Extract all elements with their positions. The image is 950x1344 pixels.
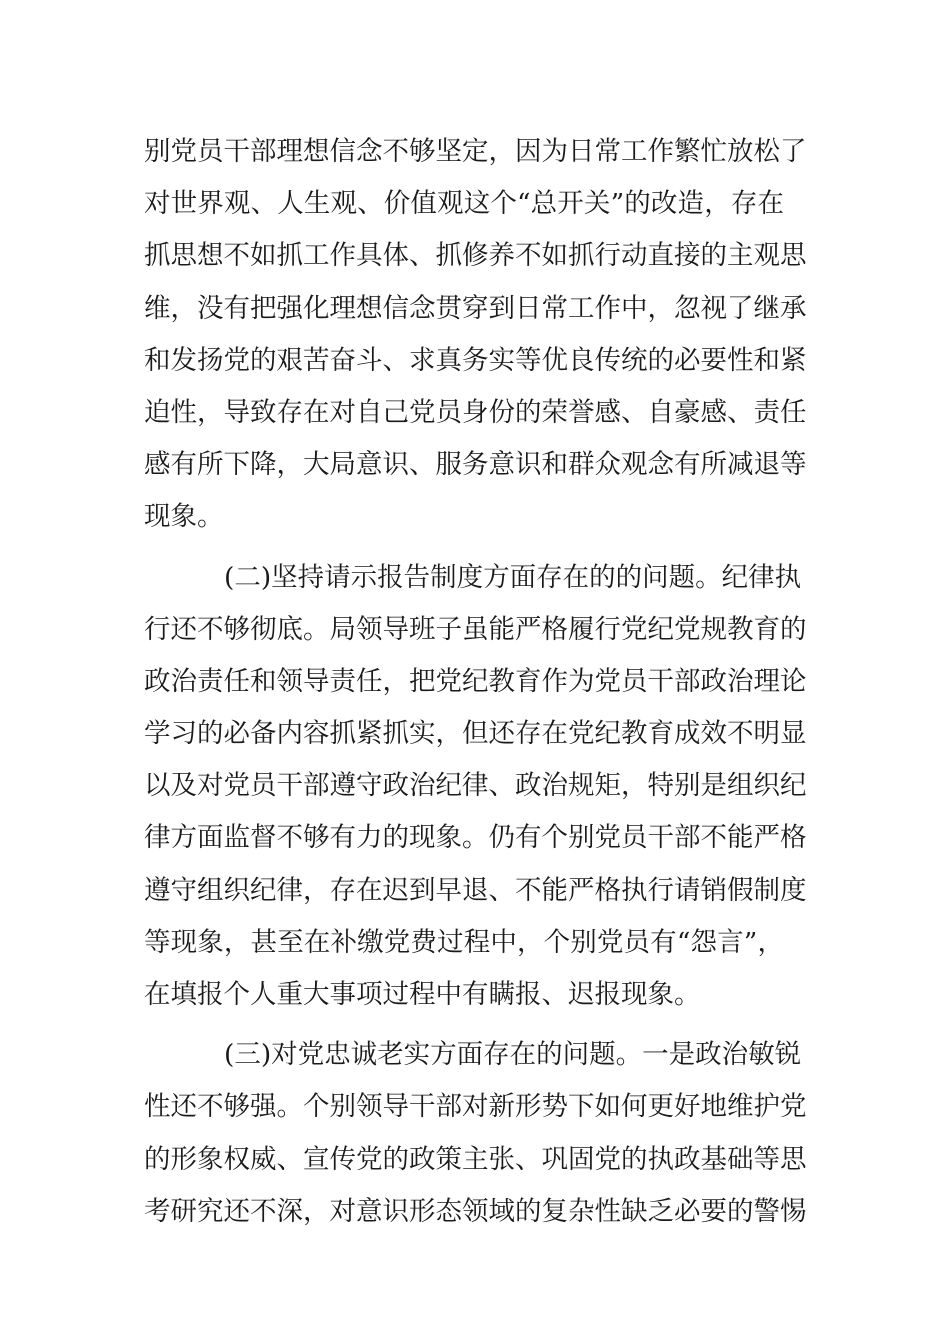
- text-line: 的形象权威、宣传党的政策主张、巩固党的执政基础等思: [144, 1143, 807, 1175]
- text-line: 现象。: [144, 501, 224, 533]
- text-line: 和发扬党的艰苦奋斗、求真务实等优良传统的必要性和紧: [144, 344, 807, 376]
- text-line: 对世界观、人生观、价值观这个“总开关”的改造，存在: [144, 188, 784, 220]
- text-line: 考研究还不深，对意识形态领域的复杂性缺乏必要的警惕: [144, 1195, 807, 1227]
- text-line: 抓思想不如抓工作具体、抓修养不如抓行动直接的主观思: [144, 240, 807, 272]
- text-line: 别党员干部理想信念不够坚定，因为日常工作繁忙放松了: [144, 136, 807, 167]
- text-line: 感有所下降，大局意识、服务意识和群众观念有所减退等: [144, 449, 807, 481]
- paragraph-heading-line: (三)对党忠诚老实方面存在的问题。一是政治敏锐: [224, 1039, 802, 1071]
- paragraph-2: [144, 552, 807, 1022]
- text-line: 律方面监督不够有力的现象。仍有个别党员干部不能严格: [144, 822, 807, 854]
- text-line: 行还不够彻底。局领导班子虽能严格履行党纪党规教育的: [144, 613, 807, 645]
- text-line: 在填报个人重大事项过程中有瞒报、迟报现象。: [144, 979, 701, 1010]
- text-line: 学习的必备内容抓紧抓实，但还存在党纪教育成效不明显: [144, 718, 807, 750]
- text-line: 以及对党员干部遵守政治纪律、政治规矩，特别是组织纪: [144, 770, 807, 802]
- paragraph-spacer: [144, 544, 784, 552]
- text-line: 维，没有把强化理想信念贯穿到日常工作中，忽视了继承: [144, 292, 807, 324]
- paragraph-heading-line: (二)坚持请示报告制度方面存在的的问题。纪律执: [224, 561, 802, 593]
- text-line: 性还不够强。个别领导干部对新形势下如何更好地维护党: [144, 1091, 807, 1123]
- text-line: 等现象，甚至在补缴党费过程中，个别党员有“怨言”，: [144, 926, 784, 958]
- text-line: 迫性，导致存在对自己党员身份的荣誉感、自豪感、责任: [144, 396, 807, 428]
- paragraph-3: [144, 1029, 807, 1238]
- text-line: 遵守组织纪律，存在迟到早退、不能严格执行请销假制度: [144, 874, 807, 906]
- paragraph-spacer: [144, 1021, 784, 1029]
- text-line: 政治责任和领导责任，把党纪教育作为党员干部政治理论: [144, 665, 807, 697]
- paragraph-1: [144, 126, 807, 544]
- document-body: [144, 126, 807, 1238]
